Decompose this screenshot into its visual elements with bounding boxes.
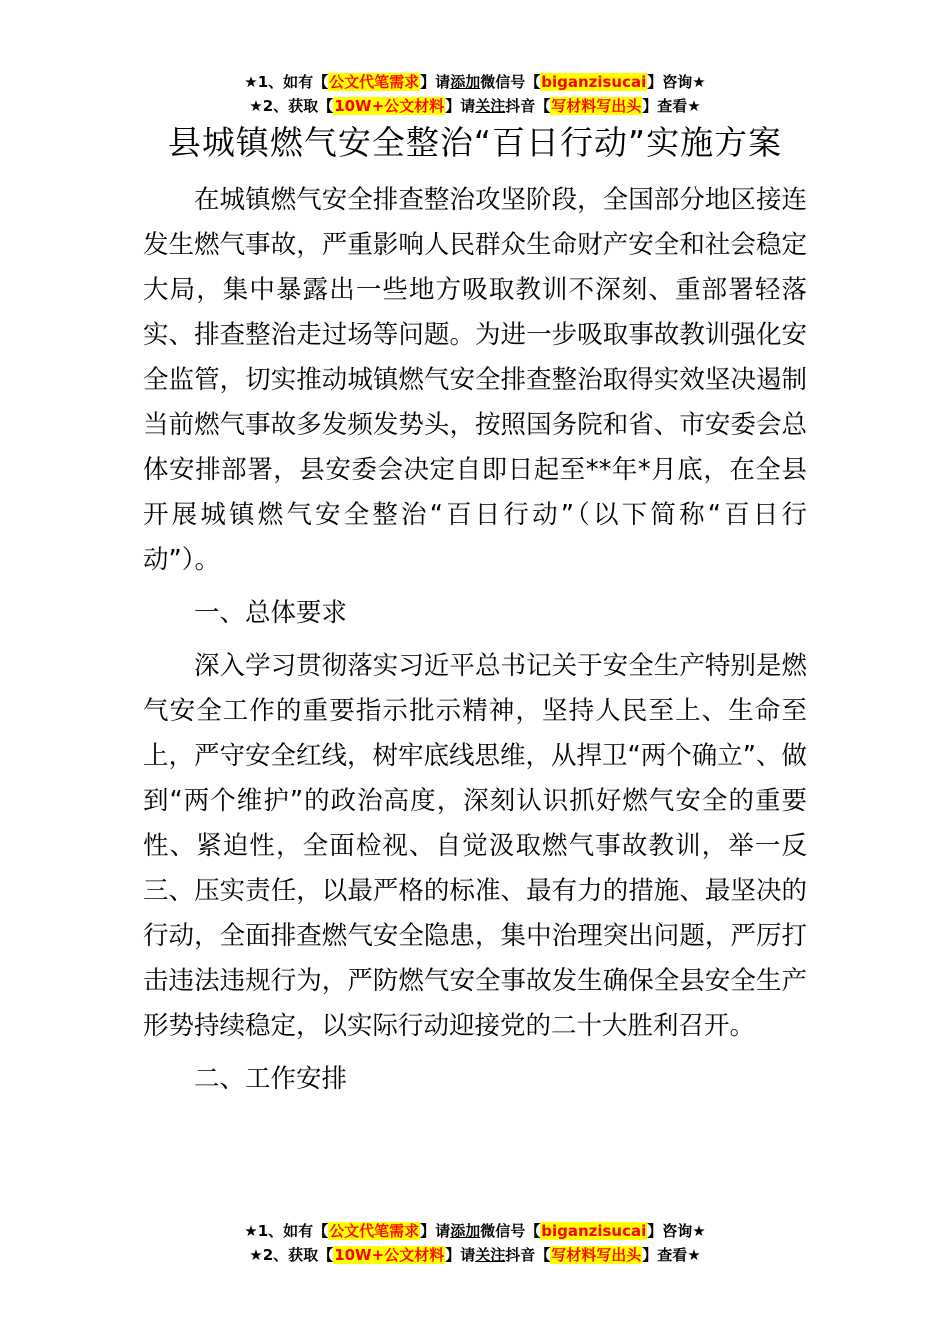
banner-highlight: 公文代笔需求 [329,1222,420,1240]
banner-text: 抖音【 [505,97,551,115]
banner-text: 】咨询★ [647,73,706,91]
banner-text: 抖音【 [505,1246,551,1264]
header-banner [0,70,950,118]
banner-highlight: 写材料写出头 [551,97,642,115]
banner-line-1 [0,1219,950,1243]
banner-text: 微信号【 [480,73,541,91]
banner-text: ★2、获取【 [249,97,334,115]
banner-text: 】咨询★ [647,1222,706,1240]
banner-highlight: 公文代笔需求 [329,73,420,91]
banner-underline-text: 关注 [475,1246,506,1264]
banner-text: ★1、如有【 [244,1222,329,1240]
banner-text: 】查看★ [642,97,701,115]
banner-text: 】查看★ [642,1246,701,1264]
paragraph-general-requirements: 深入学习贯彻落实习近平总书记关于安全生产特别是燃气安全工作的重要指示批示精神，坚持人民至上、生命至上，严守安全红线，树牢底线思维，从捍卫“两个确立”、做到“两个维护”的政治高度，深刻认识抓好燃气安全的重要性、紧迫性，全面检视、自觉汲取燃气事故教训，举一反三、压实责任，以最严格的标准、最有力的措施、最坚决的行动，全面排查燃气安全隐患，集中治理突出问题，严厉打击违法违规行为，严防燃气安全事故发生确保全县安全生产形势持续稳定，以实际行动迎接党的二十大胜利召开。 [143,651,807,1041]
banner-highlight: biganzisucai [541,73,647,91]
banner-line-1 [0,70,950,94]
banner-highlight: 10W+公文材料 [334,97,445,115]
document-title: 县城镇燃气安全整治“百日行动”实施方案 [167,123,783,162]
banner-underline-text: 添加 [450,1222,481,1240]
paragraph-intro: 在城镇燃气安全排查整治攻坚阶段，全国部分地区接连发生燃气事故，严重影响人民群众生命财产安全和社会稳定大局，集中暴露出一些地方吸取教训不深刻、重部署轻落实、排查整治走过场等问题。为进一步吸取事故教训强化安全监管，切实推动城镇燃气安全排查整治取得实效坚决遏制当前燃气事故多发频发势头，按照国务院和省、市安委会总体安排部署，县安委会决定自即日起至**年*月底，在全县开展城镇燃气安全整治“百日行动”（以下简称“百日行动”）。 [143,185,807,575]
banner-text: ★2、获取【 [249,1246,334,1264]
banner-text: 】请 [445,97,476,115]
banner-text: ★1、如有【 [244,73,329,91]
banner-underline-text: 添加 [450,73,481,91]
banner-highlight: 10W+公文材料 [334,1246,445,1264]
section-heading-2: 二、工作安排 [194,1064,348,1094]
banner-line-2 [0,1243,950,1267]
banner-text: 】请 [420,1222,451,1240]
banner-underline-text: 关注 [475,97,506,115]
banner-line-2 [0,94,950,118]
document-body [143,178,807,1110]
banner-text: 】请 [420,73,451,91]
section-heading-1: 一、总体要求 [194,598,348,628]
footer-banner [0,1219,950,1267]
banner-text: 微信号【 [480,1222,541,1240]
banner-text: 】请 [445,1246,476,1264]
banner-highlight: biganzisucai [541,1222,647,1240]
banner-highlight: 写材料写出头 [551,1246,642,1264]
